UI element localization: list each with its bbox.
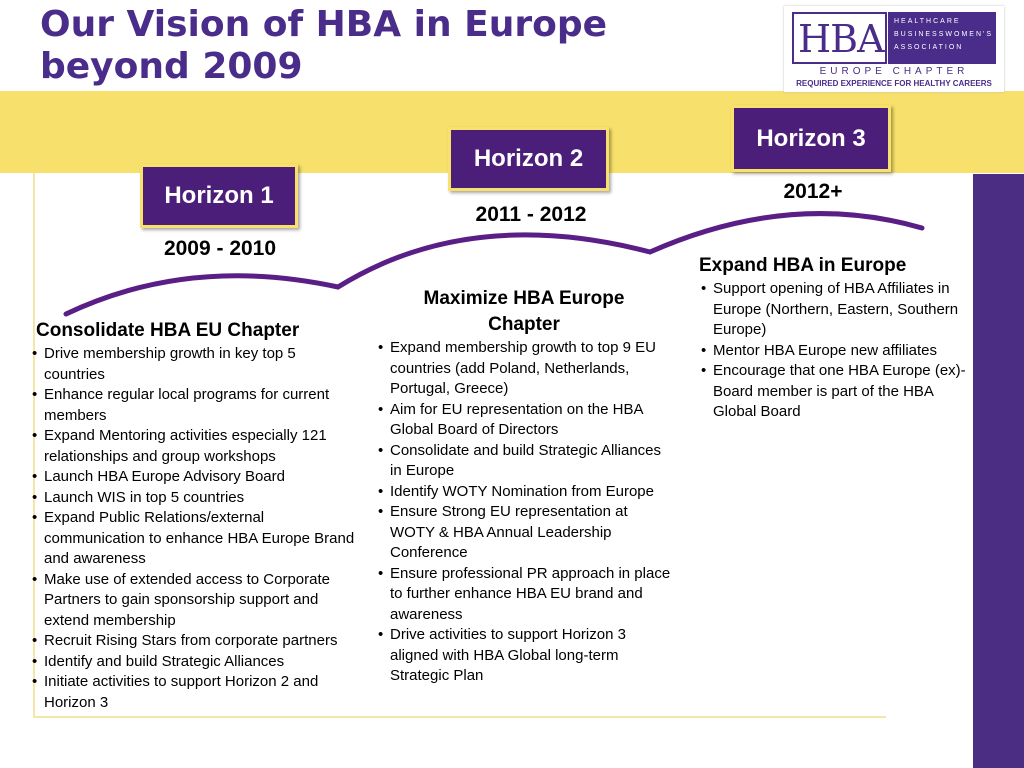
bullet-item: • Drive activities to support Horizon 3 aligned with HBA Global long-term Strategic Plan bbox=[376, 625, 672, 687]
horizon-2-list bbox=[376, 338, 672, 687]
bullet-item: • Make use of extended access to Corporate Partners to gain sponsorship support and extend membership bbox=[30, 570, 360, 632]
bullet-item: • Launch WIS in top 5 countries bbox=[30, 488, 360, 509]
bullet-item: • Expand Mentoring activities especially 121 relationships and group workshops bbox=[30, 426, 360, 467]
horizon-1-box: Horizon 1 bbox=[140, 164, 298, 228]
horizon-3-box: Horizon 3 bbox=[731, 105, 891, 172]
bullet-item: • Mentor HBA Europe new affiliates bbox=[699, 341, 971, 362]
horizon-3-period: 2012+ bbox=[783, 180, 843, 203]
bullet-item: • Expand membership growth to top 9 EU countries (add Poland, Netherlands, Portugal, Greece) bbox=[376, 338, 672, 400]
horizon-1-period: 2009 - 2010 bbox=[163, 237, 277, 260]
hba-logo-tagline: REQUIRED EXPERIENCE FOR HEALTHY CAREERS bbox=[796, 79, 992, 88]
bullet-item: • Drive membership growth in key top 5 countries bbox=[30, 344, 360, 385]
hba-logo-chapter: EUROPE CHAPTER bbox=[819, 66, 969, 77]
horizon-1-column bbox=[30, 318, 360, 713]
hba-logo-mark: HBA bbox=[792, 12, 887, 64]
bullet-item: • Identify and build Strategic Alliances bbox=[30, 652, 360, 673]
bullet-item: • Recruit Rising Stars from corporate partners bbox=[30, 631, 360, 652]
horizon-3-column bbox=[699, 253, 971, 423]
hba-logo-side: HEALTHCARE BUSINESSWOMEN'S ASSOCIATION bbox=[888, 12, 996, 64]
bullet-item: • Identify WOTY Nomination from Europe bbox=[376, 482, 672, 503]
horizon-2-heading: Maximize HBA Europe Chapter bbox=[423, 288, 625, 335]
bullet-item: • Initiate activities to support Horizon 2 and Horizon 3 bbox=[30, 672, 360, 713]
horizon-2-column bbox=[376, 286, 672, 687]
horizon-3-list bbox=[699, 279, 971, 423]
bullet-item: • Ensure Strong EU representation at WOTY & HBA Annual Leadership Conference bbox=[376, 502, 672, 564]
horizon-2-period: 2011 - 2012 bbox=[475, 203, 587, 226]
bullet-item: • Expand Public Relations/external communication to enhance HBA Europe Brand and awareness bbox=[30, 508, 360, 570]
horizon-1-list bbox=[30, 344, 360, 713]
horizon-1-heading: Consolidate HBA EU Chapter bbox=[36, 320, 300, 341]
bullet-item: • Encourage that one HBA Europe (ex)-Board member is part of the HBA Global Board bbox=[699, 361, 971, 423]
bullet-item: • Consolidate and build Strategic Alliances in Europe bbox=[376, 441, 672, 482]
bullet-item: • Ensure professional PR approach in place to further enhance HBA EU brand and awareness bbox=[376, 564, 672, 626]
bullet-item: • Aim for EU representation on the HBA Global Board of Directors bbox=[376, 400, 672, 441]
page-title: Our Vision of HBA in Europe beyond 2009 bbox=[40, 4, 608, 87]
bullet-item: • Launch HBA Europe Advisory Board bbox=[30, 467, 360, 488]
bullet-item: • Enhance regular local programs for current members bbox=[30, 385, 360, 426]
horizon-2-box: Horizon 2 bbox=[448, 127, 609, 191]
horizon-3-heading: Expand HBA in Europe bbox=[699, 255, 907, 276]
bullet-item: • Support opening of HBA Affiliates in Europe (Northern, Eastern, Southern Europe) bbox=[699, 279, 971, 341]
